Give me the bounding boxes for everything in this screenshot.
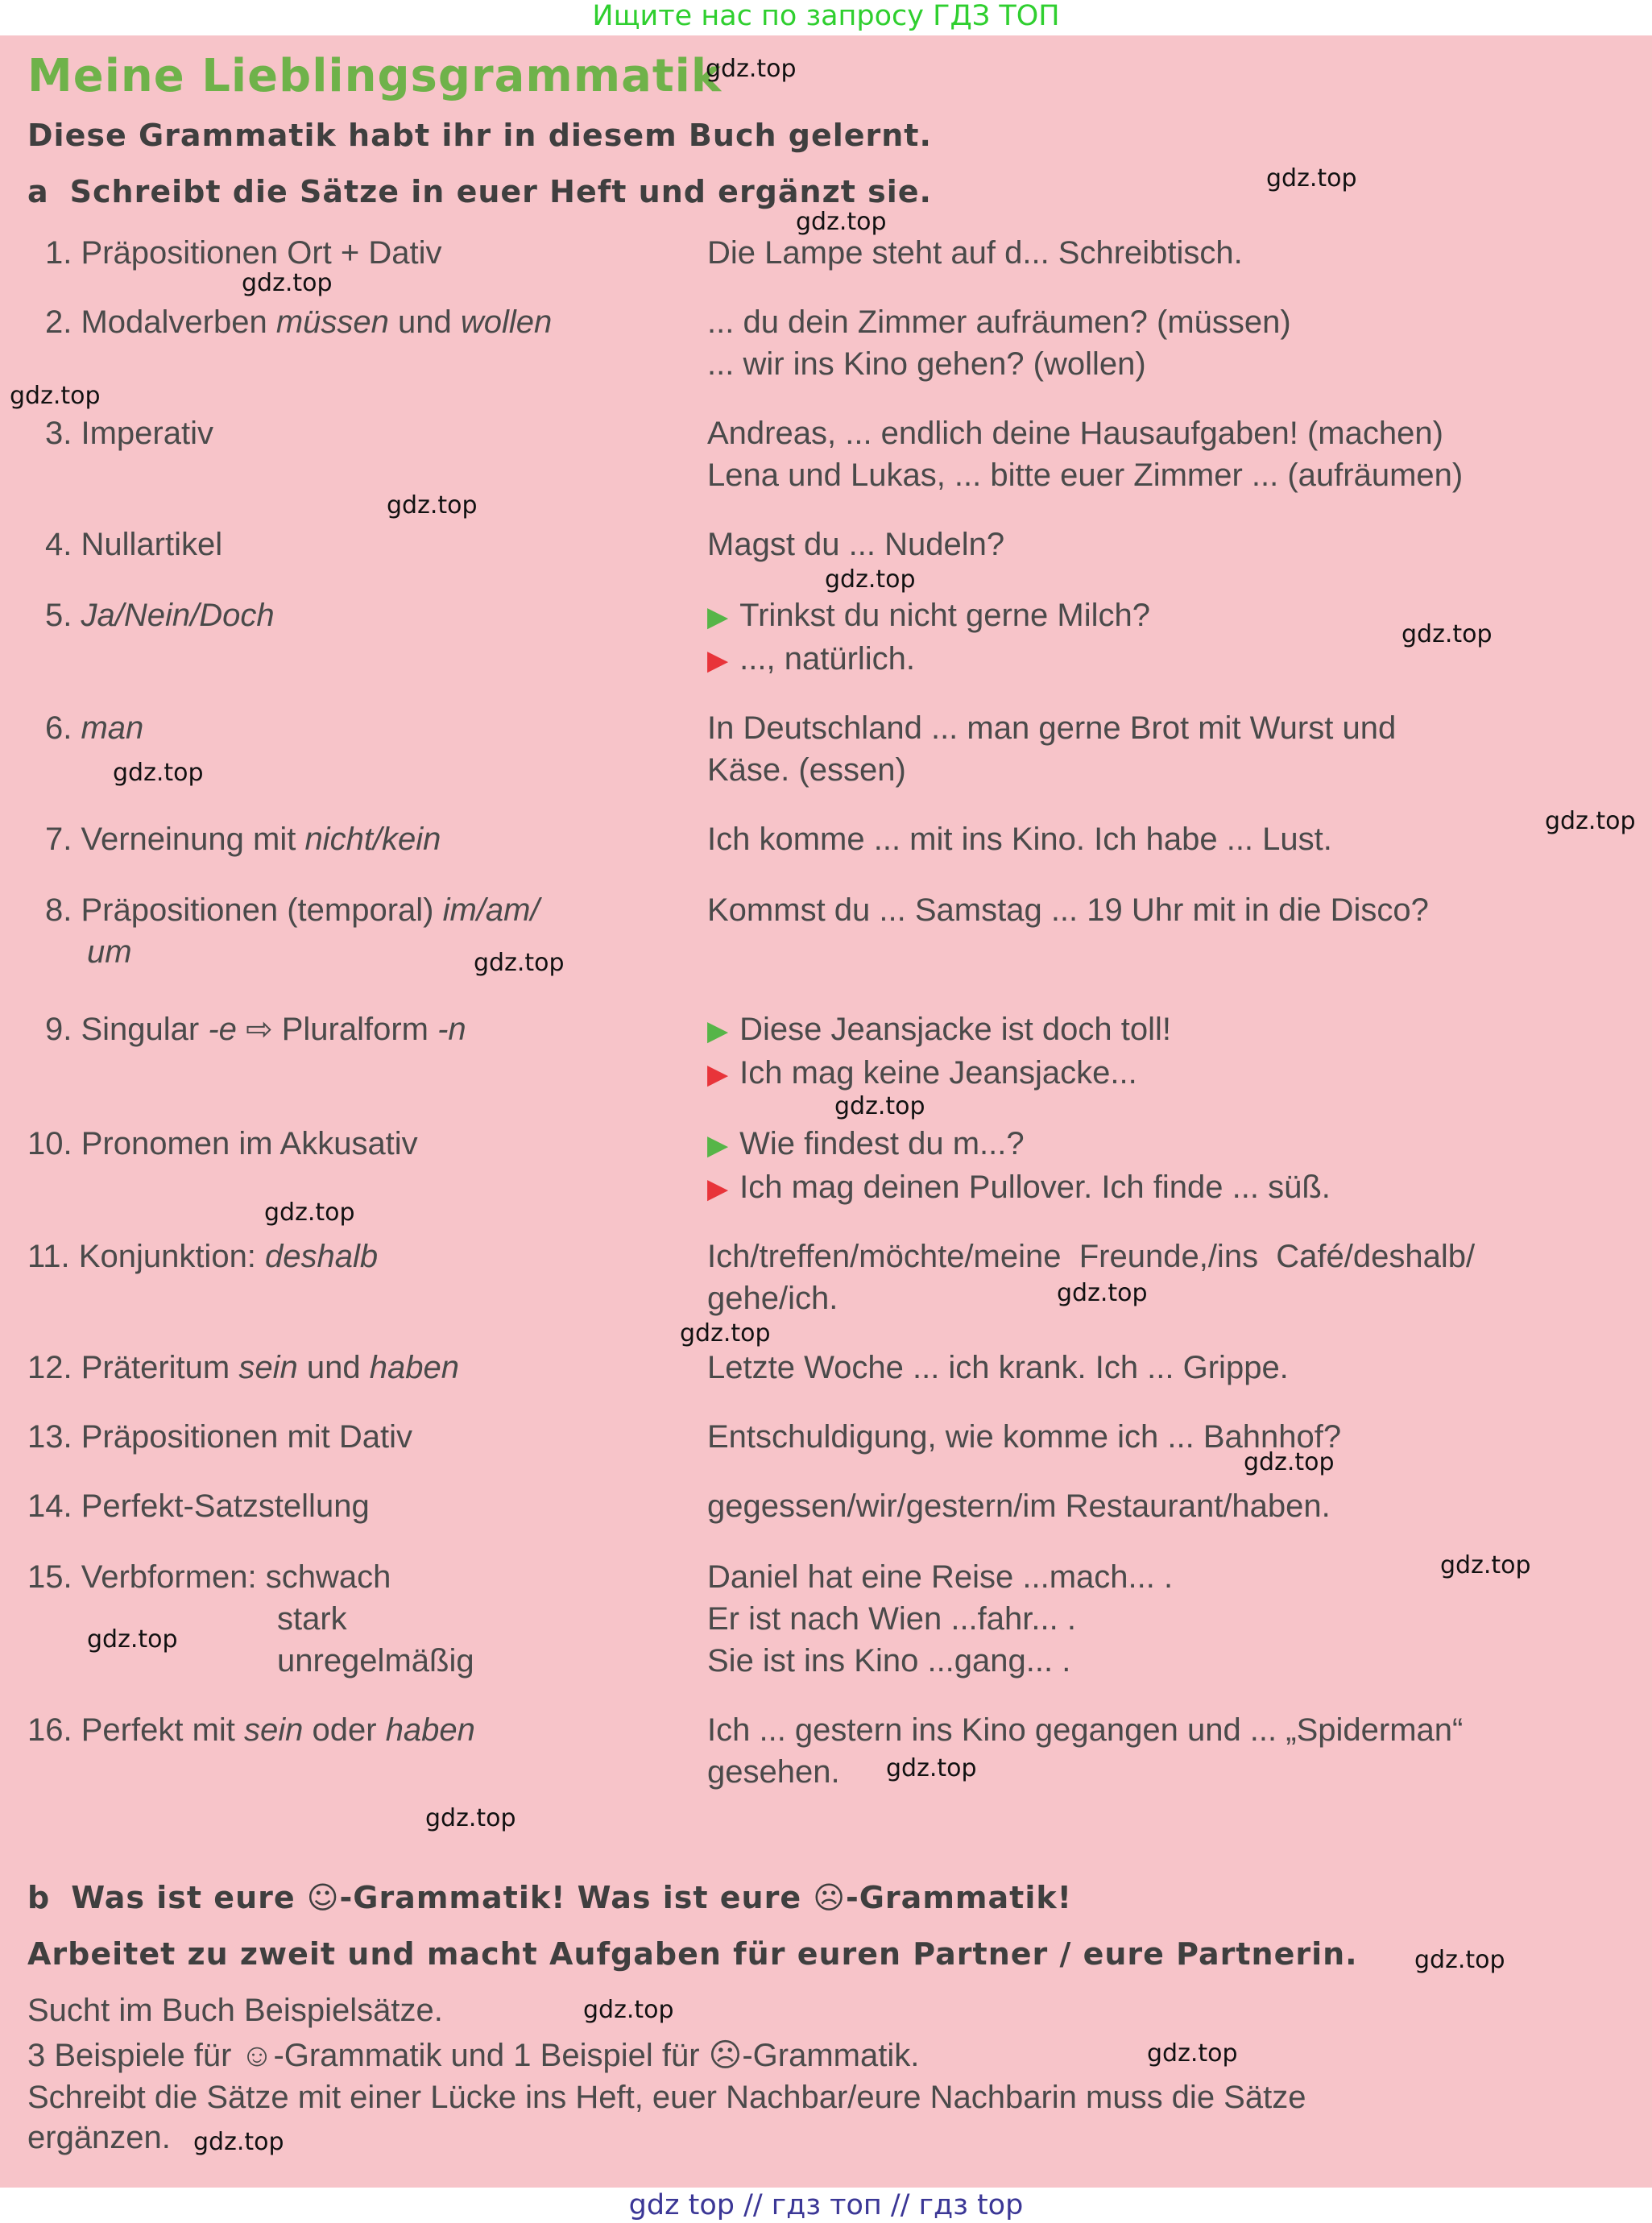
item-16-label: 16. Perfekt mit sein oder haben <box>27 1712 475 1748</box>
item-7-label: 7. Verneinung mit nicht/kein <box>45 822 441 857</box>
watermark: gdz.top <box>113 759 204 787</box>
item-5-label: 5. Ja/Nein/Doch <box>45 598 275 633</box>
watermark: gdz.top <box>425 1804 516 1832</box>
item-4-example: Magst du ... Nudeln? <box>707 527 1005 562</box>
item-8-label: 8. Präpositionen (temporal) im/am/ <box>45 892 540 928</box>
item-1-example: Die Lampe steht auf d... Schreibtisch. <box>707 235 1243 271</box>
item-11-number: 11. <box>27 1239 70 1274</box>
watermark: gdz.top <box>193 2128 284 2156</box>
bottom-banner[interactable]: gdz top // гдз топ // гдз top <box>0 2188 1652 2223</box>
item-14-example: gegessen/wir/gestern/im Restaurant/haben. <box>707 1488 1331 1524</box>
task-a-heading <box>27 174 932 209</box>
item-6-example-line-1: In Deutschland ... man gerne Brot mit Wurst und <box>707 710 1397 746</box>
item-13-example: Entschuldigung, wie komme ich ... Bahnhof? <box>707 1419 1342 1455</box>
item-14-number: 14. <box>27 1488 72 1524</box>
play-triangle-red-icon: ▶ <box>707 1059 729 1090</box>
task-a-letter: a <box>27 174 49 209</box>
item-9-example-line-2: ▶ Ich mag keine Jeansjacke... <box>707 1055 1137 1091</box>
item-3-label: 3. Imperativ <box>45 416 213 451</box>
intro-heading: Diese Grammatik habt ihr in diesem Buch gelernt. <box>27 118 932 153</box>
watermark: gdz.top <box>796 208 887 236</box>
item-13-label: 13. Präpositionen mit Dativ <box>27 1419 413 1455</box>
watermark: gdz.top <box>474 949 565 977</box>
watermark: gdz.top <box>1244 1448 1335 1476</box>
item-15-label: 15. Verbformen: schwach <box>27 1559 391 1595</box>
item-2-example-line-1: ... du dein Zimmer aufräumen? (müssen) <box>707 304 1291 340</box>
item-10-example-line-1: ▶ Wie findest du m...? <box>707 1126 1025 1161</box>
watermark: gdz.top <box>1147 2039 1238 2068</box>
watermark: gdz.top <box>886 1754 977 1782</box>
watermark: gdz.top <box>10 382 101 410</box>
item-11-example-line-2: gehe/ich. <box>707 1281 838 1316</box>
item-4-label: 4. Nullartikel <box>45 527 223 562</box>
watermark: gdz.top <box>242 269 333 297</box>
item-15-example-line-3: Sie ist ins Kino ...gang... . <box>707 1643 1071 1679</box>
task-a-text: Schreibt die Sätze in euer Heft und ergänzt sie. <box>69 174 932 209</box>
task-b-line-5: Schreibt die Sätze mit einer Lücke ins Heft, euer Nachbar/eure Nachbarin muss die Sätze <box>27 2080 1306 2115</box>
item-6-label: 6. man <box>45 710 144 746</box>
item-2-number: 2. <box>45 304 72 340</box>
item-3-example-line-2: Lena und Lukas, ... bitte euer Zimmer ... (aufräumen) <box>707 457 1464 493</box>
watermark: gdz.top <box>1545 807 1636 835</box>
watermark: gdz.top <box>706 55 797 83</box>
item-6-example-line-2: Käse. (essen) <box>707 752 906 788</box>
task-b-line-6: ergänzen. <box>27 2120 171 2155</box>
smiley-icon: ☺ <box>240 2038 274 2073</box>
play-triangle-green-icon: ▶ <box>707 1130 729 1161</box>
item-6-number: 6. <box>45 710 72 746</box>
item-8-label-line-2: um <box>87 934 132 970</box>
watermark: gdz.top <box>1057 1279 1148 1307</box>
item-11-example-line-1: Ich/treffen/möchte/meine Freunde,/ins Café/deshalb/ <box>707 1239 1476 1274</box>
watermark: gdz.top <box>834 1092 925 1120</box>
item-9-label: 9. Singular -e ⇨ Pluralform -n <box>45 1012 466 1047</box>
item-15-label-line-2: stark <box>277 1601 347 1637</box>
item-7-example: Ich komme ... mit ins Kino. Ich habe ... Lust. <box>707 822 1332 857</box>
watermark: gdz.top <box>1266 164 1357 192</box>
task-b-instruction: Arbeitet zu zweit und macht Aufgaben für euren Partner / eure Partnerin. <box>27 1936 1358 1972</box>
task-b-line-4: 3 Beispiele für ☺-Grammatik und 1 Beispiel für ☹-Grammatik. <box>27 2038 920 2073</box>
item-9-example-line-1: ▶ Diese Jeansjacke ist doch toll! <box>707 1012 1171 1047</box>
watermark: gdz.top <box>387 491 478 520</box>
item-12-example: Letzte Woche ... ich krank. Ich ... Grippe. <box>707 1350 1289 1385</box>
watermark: gdz.top <box>87 1625 178 1654</box>
frowny-icon: ☹ <box>708 2038 743 2073</box>
item-16-example-line-1: Ich ... gestern ins Kino gegangen und ... „Spiderman“ <box>707 1712 1464 1748</box>
page-title: Meine Lieblingsgrammatik <box>27 50 722 102</box>
item-15-number: 15. <box>27 1559 72 1595</box>
item-4-number: 4. <box>45 527 72 562</box>
watermark: gdz.top <box>264 1198 355 1227</box>
watermark: gdz.top <box>1414 1946 1505 1974</box>
item-14-label: 14. Perfekt-Satzstellung <box>27 1488 370 1524</box>
item-8-number: 8. <box>45 892 72 928</box>
top-banner[interactable]: Ищите нас по запросу ГДЗ ТОП <box>0 0 1652 35</box>
item-10-example-line-2: ▶ Ich mag deinen Pullover. Ich finde ... süß. <box>707 1169 1331 1205</box>
item-2-label: 2. Modalverben müssen und wollen <box>45 304 553 340</box>
play-triangle-red-icon: ▶ <box>707 1174 729 1204</box>
item-7-number: 7. <box>45 822 72 857</box>
play-triangle-red-icon: ▶ <box>707 645 729 676</box>
play-triangle-green-icon: ▶ <box>707 1016 729 1046</box>
item-1-label: 1. Präpositionen Ort + Dativ <box>45 235 442 271</box>
item-10-number: 10. <box>27 1126 72 1161</box>
task-b-line-3: Sucht im Buch Beispielsätze. <box>27 1993 443 2028</box>
item-15-example-line-1: Daniel hat eine Reise ...mach... . <box>707 1559 1174 1595</box>
play-triangle-green-icon: ▶ <box>707 602 729 632</box>
item-13-number: 13. <box>27 1419 72 1455</box>
item-15-example-line-2: Er ist nach Wien ...fahr... . <box>707 1601 1076 1637</box>
item-8-example: Kommst du ... Samstag ... 19 Uhr mit in die Disco? <box>707 892 1429 928</box>
textbook-page <box>0 35 1652 2188</box>
item-5-example-line-1: ▶ Trinkst du nicht gerne Milch? <box>707 598 1150 633</box>
item-12-label: 12. Präteritum sein und haben <box>27 1350 459 1385</box>
watermark: gdz.top <box>680 1319 771 1347</box>
item-5-example-line-2: ▶ ..., natürlich. <box>707 641 916 677</box>
item-10-label: 10. Pronomen im Akkusativ <box>27 1126 418 1161</box>
frowny-icon: ☹ <box>813 1880 846 1915</box>
item-2-example-line-2: ... wir ins Kino gehen? (wollen) <box>707 346 1146 382</box>
item-15-label-line-3: unregelmäßig <box>277 1643 474 1679</box>
watermark: gdz.top <box>1402 620 1493 648</box>
item-9-number: 9. <box>45 1012 72 1047</box>
task-b-heading: b Was ist eure ☺-Grammatik! Was ist eure ☹-Grammatik! <box>27 1880 1072 1915</box>
item-16-number: 16. <box>27 1712 72 1748</box>
item-12-number: 12. <box>27 1350 72 1385</box>
item-3-example-line-1: Andreas, ... endlich deine Hausaufgaben! (machen) <box>707 416 1443 451</box>
smiley-icon: ☺ <box>306 1880 340 1915</box>
item-16-example-line-2: gesehen. <box>707 1754 840 1790</box>
item-11-label: 11. Konjunktion: deshalb <box>27 1239 379 1274</box>
watermark: gdz.top <box>825 565 916 594</box>
item-3-number: 3. <box>45 416 72 451</box>
item-1-number: 1. <box>45 235 72 271</box>
hollow-right-arrow-icon: ⇨ <box>246 1012 273 1047</box>
task-b-letter: b <box>27 1880 51 1915</box>
item-5-number: 5. <box>45 598 72 633</box>
watermark: gdz.top <box>1440 1551 1531 1579</box>
watermark: gdz.top <box>583 1996 674 2024</box>
